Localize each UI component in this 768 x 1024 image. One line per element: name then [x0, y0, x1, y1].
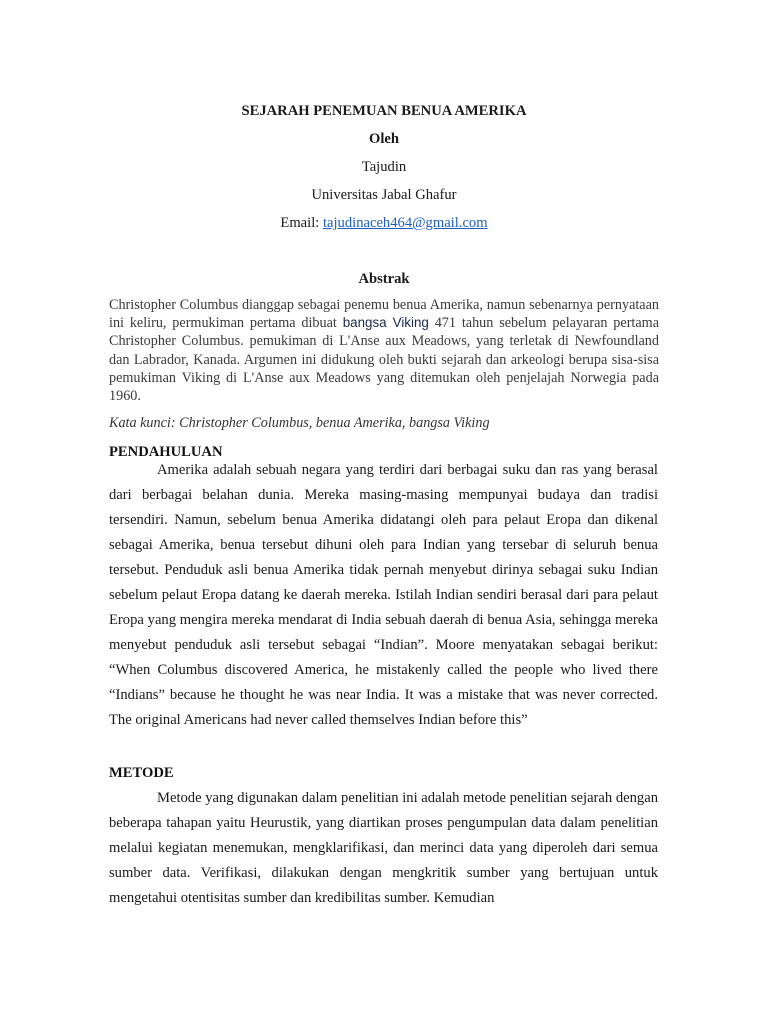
- author-name: Tajudin: [361, 159, 407, 175]
- introduction-heading: PENDAHULUAN: [109, 444, 223, 460]
- email-label: Email:: [280, 215, 323, 231]
- abstract-text-part1: Christopher Columbus dianggap sebagai penemu benua Amerika, namun sebenarnya pernyataan ini keliru, permukiman pertama dibuat: [109, 297, 659, 332]
- affiliation: Universitas Jabal Ghafur: [311, 187, 457, 203]
- abstract-text-part2: 471 tahun sebelum pelayaran pertama Christopher Columbus. pemukiman di L'Anse aux Meadows, yang terletak di Newfoundland dan Labrador, Kanada. Argumen ini didukung oleh bukti sejarah dan arkeologi berupa sisa-sisa pemukiman Viking di L'Anse aux Meadows yang ditemukan oleh penjelajah Norwegia pada 1960.: [109, 315, 659, 405]
- method-heading: METODE: [109, 765, 174, 781]
- abstract-heading: Abstrak: [358, 271, 410, 287]
- email-link[interactable]: tajudinaceh464@gmail.com: [322, 215, 488, 231]
- email-line: [0, 215, 768, 232]
- keywords: Kata kunci: Christopher Columbus, benua Amerika, bangsa Viking: [109, 415, 490, 431]
- document-title: SEJARAH PENEMUAN BENUA AMERIKA: [241, 103, 527, 119]
- abstract-highlight: bangsa Viking: [342, 315, 429, 331]
- by-label: Oleh: [369, 131, 399, 147]
- introduction-text: Amerika adalah sebuah negara yang terdiri dari berbagai suku dan ras yang berasal dari berbagai belahan dunia. Mereka masing-masing mempunyai budaya dan tradisi tersendiri. Namun, sebelum benua Amerika didatangi oleh para pelaut Eropa dan dikenal sebagai Amerika, benua tersebut dihuni oleh para Indian yang tersebar di seluruh benua tersebut. Penduduk asli benua Amerika tidak pernah menyebut dirinya sebagai suku Indian sebelum pelaut Eropa datang ke daerah mereka. Istilah Indian sendiri berasal dari para pelaut Eropa yang mengira mereka mendarat di India sebuah daerah di benua Asia, sehingga mereka menyebut penduduk asli tersebut sebagai “Indian”. Moore menyatakan sebagai berikut: “When Columbus discovered America, he mistakenly called the people who lived there “Indians” because he thought he was near India. It was a mistake that was never corrected. The original Americans had never called themselves Indian before this”: [109, 462, 658, 728]
- method-text: Metode yang digunakan dalam penelitian ini adalah metode penelitian sejarah dengan beberapa tahapan yaitu Heurustik, yang diartikan proses pengumpulan data dalam penelitian melalui kegiatan menemukan, mengklarifikasi, dan merinci data yang diperoleh dari semua sumber data. Verifikasi, dilakukan dengan mengkritik sumber yang bertujuan untuk mengetahui otentisitas sumber dan kredibilitas sumber. Kemudian: [109, 790, 658, 906]
- abstract-text: [109, 296, 659, 405]
